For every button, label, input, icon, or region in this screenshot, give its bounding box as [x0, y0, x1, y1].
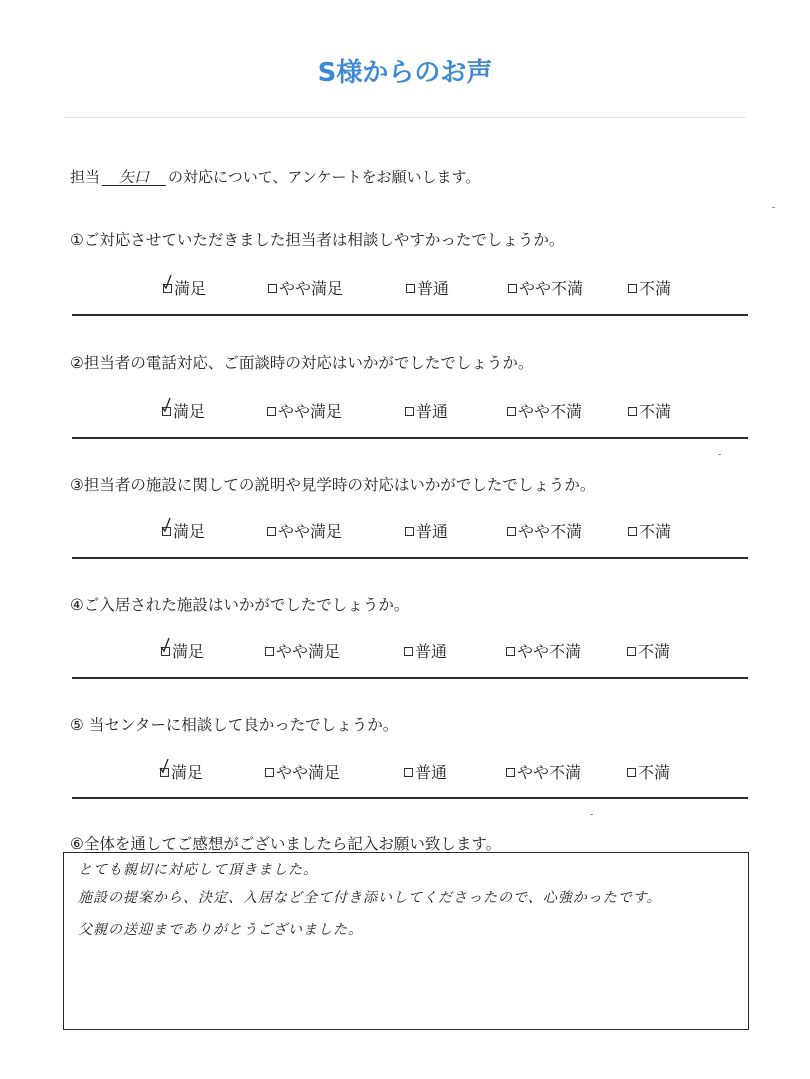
checkbox[interactable]: [628, 284, 637, 293]
question-4-text: ④ご入居された施設はいかがでしたでしょうか。: [70, 596, 410, 614]
question-1-text: ①ご対応させていただきました担当者は相談しやすかったでしょうか。: [70, 231, 565, 249]
q4-option-somewhat-satisfied[interactable]: やや満足: [265, 639, 340, 662]
checkbox[interactable]: [506, 647, 515, 656]
q1-option-satisfied[interactable]: 満足: [163, 276, 206, 299]
checkbox[interactable]: [267, 407, 276, 416]
checkbox[interactable]: [404, 768, 413, 777]
checkmark-icon: [160, 637, 170, 653]
checkbox[interactable]: [405, 527, 414, 536]
comment-box[interactable]: [63, 852, 749, 1030]
checkbox[interactable]: [404, 647, 413, 656]
comment-line: とても親切に対応して頂きました。: [78, 862, 318, 878]
section-divider: [72, 677, 748, 679]
comment-line: 父親の送迎までありがとうございました。: [78, 922, 363, 938]
checkbox[interactable]: [265, 647, 274, 656]
q2-option-satisfied[interactable]: 満足: [162, 399, 205, 422]
q5-option-dissatisfied[interactable]: 不満: [627, 760, 670, 783]
checkmark-icon: [161, 517, 171, 533]
checkbox[interactable]: [627, 647, 636, 656]
checkbox[interactable]: [267, 527, 276, 536]
section-divider: [72, 797, 748, 799]
section-divider: [72, 437, 748, 439]
checkbox[interactable]: [268, 284, 277, 293]
scan-speck: [590, 814, 593, 815]
staff-name-handwritten: 矢口: [102, 169, 166, 186]
checkbox-checked[interactable]: [162, 527, 171, 536]
question-6-text: ⑥全体を通してご感想がございましたら記入お願い致します。: [70, 835, 502, 853]
checkmark-icon: [162, 274, 172, 290]
checkbox[interactable]: [507, 527, 516, 536]
page-title: S様からのお声: [317, 58, 493, 88]
q1-option-somewhat-dissatisfied[interactable]: やや不満: [508, 276, 583, 299]
q3-option-somewhat-satisfied[interactable]: やや満足: [267, 519, 342, 542]
q2-option-somewhat-dissatisfied[interactable]: やや不満: [507, 399, 582, 422]
checkbox[interactable]: [506, 768, 515, 777]
question-5-text: ⑤ 当センターに相談して良かったでしょうか。: [70, 716, 399, 734]
question-2-text: ②担当者の電話対応、ご面談時の対応はいかがでしたでしょうか。: [70, 354, 534, 372]
checkbox[interactable]: [628, 407, 637, 416]
checkbox-checked[interactable]: [163, 284, 172, 293]
q1-option-somewhat-satisfied[interactable]: やや満足: [268, 276, 343, 299]
q2-option-dissatisfied[interactable]: 不満: [628, 399, 671, 422]
q4-option-neutral[interactable]: 普通: [404, 639, 447, 662]
checkbox-checked[interactable]: [160, 768, 169, 777]
q2-option-somewhat-satisfied[interactable]: やや満足: [267, 399, 342, 422]
checkbox[interactable]: [265, 768, 274, 777]
checkbox[interactable]: [405, 407, 414, 416]
intro-suffix: の対応について、アンケートをお願いします。: [168, 168, 481, 186]
q4-option-dissatisfied[interactable]: 不満: [627, 639, 670, 662]
section-divider: [72, 314, 748, 316]
q1-option-neutral[interactable]: 普通: [406, 276, 449, 299]
intro-prefix: 担当: [70, 168, 101, 186]
q3-option-satisfied[interactable]: 満足: [162, 519, 205, 542]
q4-option-satisfied[interactable]: 満足: [161, 639, 204, 662]
intro-line: [70, 166, 480, 187]
checkbox-checked[interactable]: [162, 407, 171, 416]
title-divider: [64, 117, 746, 118]
checkbox-checked[interactable]: [161, 647, 170, 656]
q5-option-satisfied[interactable]: 満足: [160, 760, 203, 783]
q5-option-neutral[interactable]: 普通: [404, 760, 447, 783]
q2-option-neutral[interactable]: 普通: [405, 399, 448, 422]
checkbox[interactable]: [627, 768, 636, 777]
section-divider: [72, 557, 748, 559]
q5-option-somewhat-dissatisfied[interactable]: やや不満: [506, 760, 581, 783]
checkbox[interactable]: [628, 527, 637, 536]
q3-option-somewhat-dissatisfied[interactable]: やや不満: [507, 519, 582, 542]
comment-line: 施設の提案から、決定、入居など全て付き添いしてくださったので、心強かったです。: [78, 890, 662, 906]
q3-option-dissatisfied[interactable]: 不満: [628, 519, 671, 542]
checkbox[interactable]: [406, 284, 415, 293]
q5-option-somewhat-satisfied[interactable]: やや満足: [265, 760, 340, 783]
checkbox[interactable]: [507, 407, 516, 416]
checkmark-icon: [159, 758, 169, 774]
checkbox[interactable]: [508, 284, 517, 293]
checkmark-icon: [161, 397, 171, 413]
scan-speck: [718, 454, 721, 455]
question-3-text: ③担当者の施設に関しての説明や見学時の対応はいかがでしたでしょうか。: [70, 476, 596, 494]
q4-option-somewhat-dissatisfied[interactable]: やや不満: [506, 639, 581, 662]
scan-speck: [772, 207, 775, 208]
q3-option-neutral[interactable]: 普通: [405, 519, 448, 542]
q1-option-dissatisfied[interactable]: 不満: [628, 276, 671, 299]
